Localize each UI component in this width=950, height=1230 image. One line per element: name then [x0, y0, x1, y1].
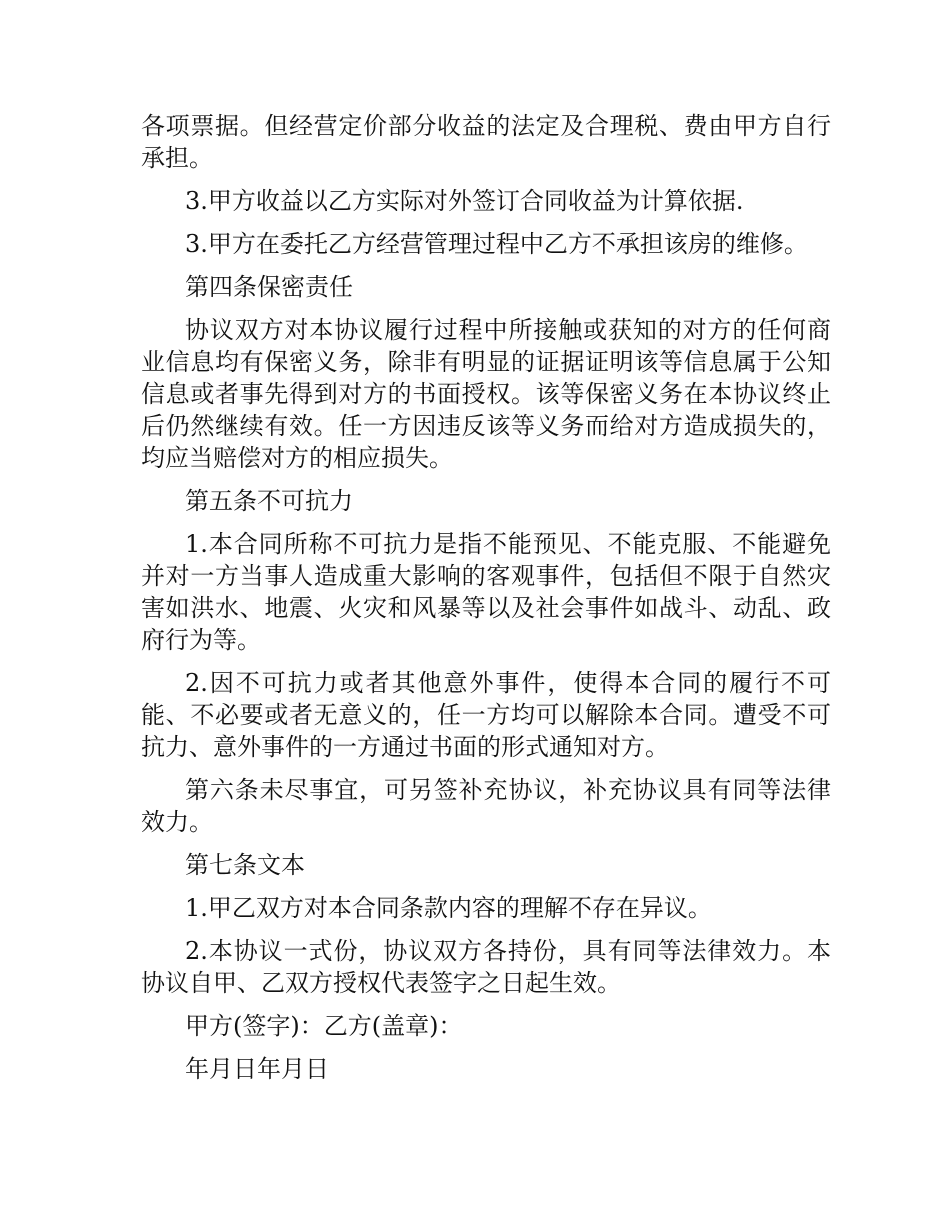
- heading-article-7: 第七条文本: [185, 851, 305, 879]
- paragraph-copies-effect: 2.本协议一式份，协议双方各持份，具有同等法律效力。本协议自甲、乙双方授权代表签字之日起生效。: [141, 937, 831, 997]
- signature-line: 甲方(签字)：乙方(盖章)：: [185, 1012, 463, 1040]
- heading-article-5: 第五条不可抗力: [185, 487, 353, 515]
- paragraph-confidentiality: 协议双方对本协议履行过程中所接触或获知的对方的任何商业信息均有保密义务，除非有明显的证据证明该等信息属于公知信息或者事先得到对方的书面授权。该等保密义务在本协议终止后仍然继续有效。任一方因违反该等义务而给对方造成损失的，均应当赔偿对方的相应损失。: [141, 316, 831, 472]
- document-body: [141, 110, 831, 1096]
- heading-article-4: 第四条保密责任: [185, 273, 353, 301]
- date-line: 年月日年月日: [185, 1055, 329, 1083]
- paragraph-article-6: 第六条未尽事宜，可另签补充协议，补充协议具有同等法律效力。: [141, 776, 831, 836]
- paragraph-force-majeure-definition: 1.本合同所称不可抗力是指不能预见、不能克服、不能避免并对一方当事人造成重大影响的客观事件，包括但不限于自然灾害如洪水、地震、火灾和风暴等以及社会事件如战斗、动乱、政府行为等。: [141, 530, 831, 654]
- paragraph-receipts: 各项票据。但经营定价部分收益的法定及合理税、费由甲方自行承担。: [141, 112, 831, 172]
- paragraph-maintenance: 3.甲方在委托乙方经营管理过程中乙方不承担该房的维修。: [185, 230, 808, 258]
- paragraph-income-basis: 3.甲方收益以乙方实际对外签订合同收益为计算依据.: [185, 187, 744, 215]
- paragraph-force-majeure-termination: 2.因不可抗力或者其他意外事件，使得本合同的履行不可能、不必要或者无意义的，任一方均可以解除本合同。遭受不可抗力、意外事件的一方通过书面的形式通知对方。: [141, 669, 831, 761]
- paragraph-no-dispute: 1.甲乙双方对本合同条款内容的理解不存在异议。: [185, 894, 712, 922]
